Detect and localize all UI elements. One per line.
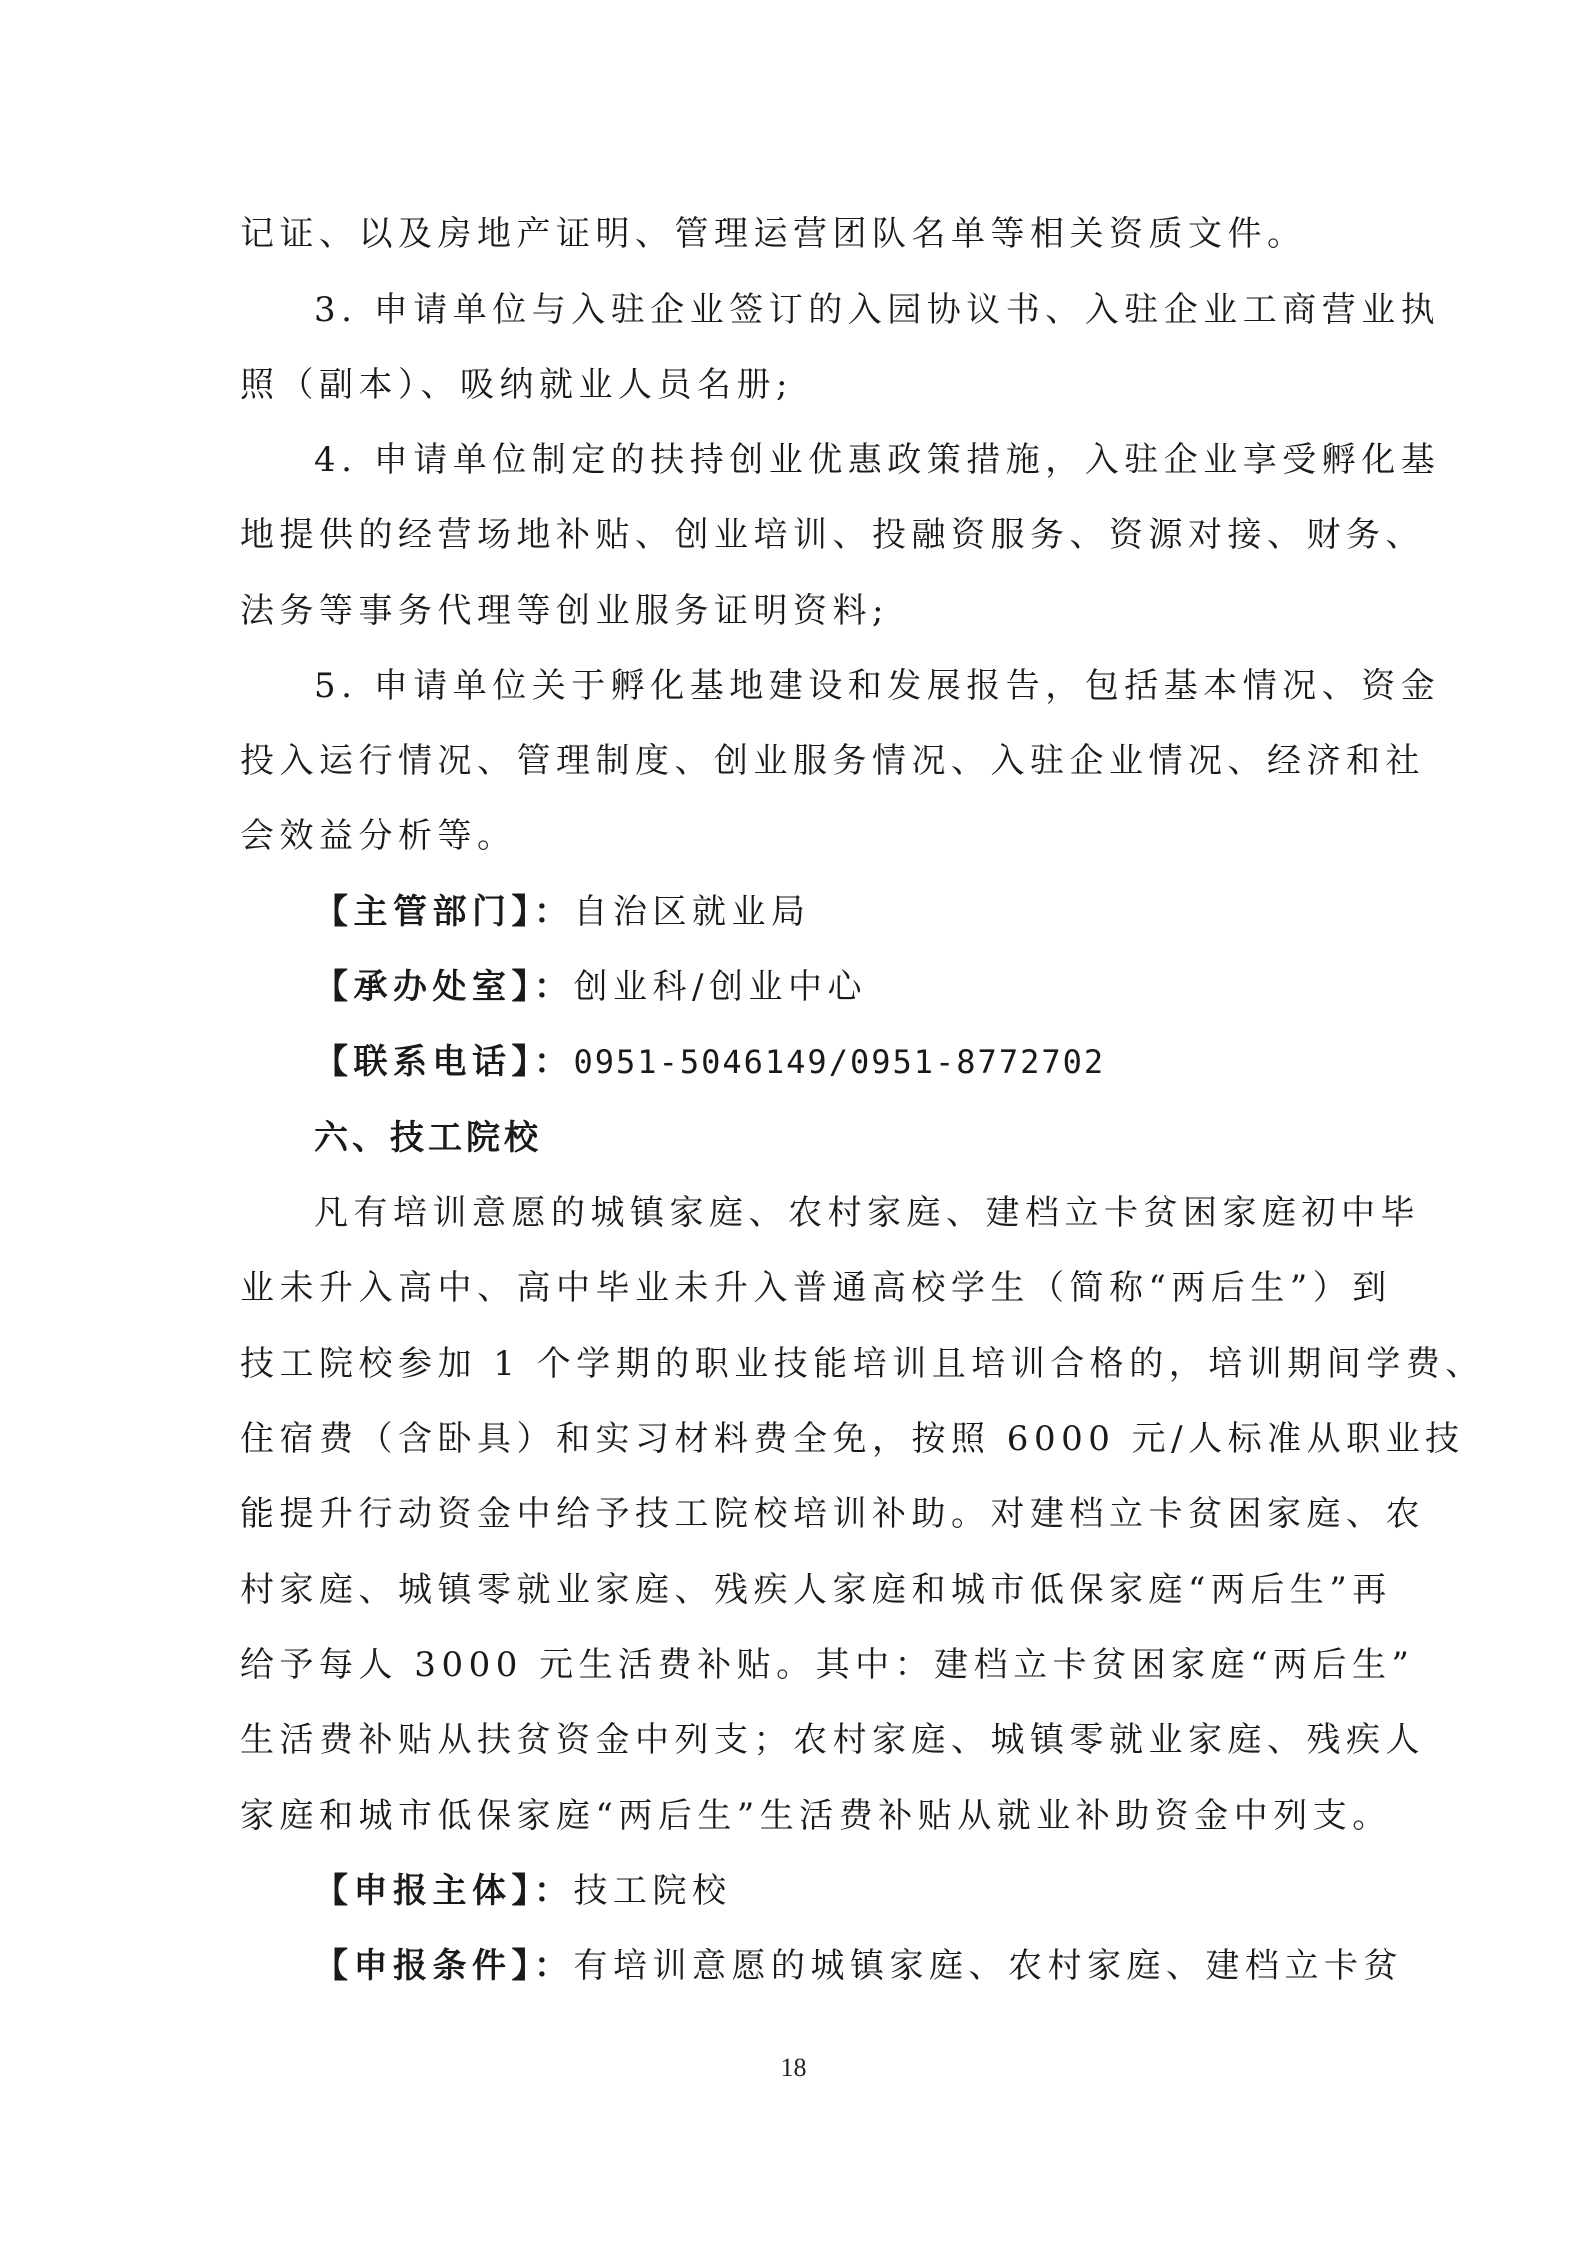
paragraph-line: 记证、以及房地产证明、管理运营团队名单等相关资质文件。 bbox=[240, 214, 1307, 254]
paragraph-line: 法务等事务代理等创业服务证明资料; bbox=[240, 591, 889, 631]
paragraph-line: 地提供的经营场地补贴、创业培训、投融资服务、资源对接、财务、 bbox=[240, 515, 1425, 555]
paragraph-line: 给予每人 3000 元生活费补贴。其中：建档立卡贫困家庭“两后生” bbox=[240, 1645, 1415, 1685]
paragraph-line: 村家庭、城镇零就业家庭、残疾人家庭和城市低保家庭“两后生”再 bbox=[240, 1570, 1392, 1610]
paragraph-line: 投入运行情况、管理制度、创业服务情况、入驻企业情况、经济和社 bbox=[240, 741, 1425, 781]
paragraph-line: 能提升行动资金中给予技工院校培训补助。对建档立卡贫困家庭、农 bbox=[240, 1494, 1425, 1534]
apply-subject-row bbox=[314, 1871, 1360, 1911]
paragraph-line: 4. 申请单位制定的扶持创业优惠政策措施，入驻企业享受孵化基 bbox=[314, 440, 1441, 480]
apply-condition-row bbox=[314, 1946, 1403, 1986]
competent-department-row bbox=[314, 892, 1360, 932]
paragraph-line: 照（副本）、吸纳就业人员名册; bbox=[240, 365, 793, 405]
apply-condition-label: 【申报条件】： bbox=[314, 1946, 574, 1986]
paragraph-line: 业未升入高中、高中毕业未升入普通高校学生（简称“两后生”）到 bbox=[240, 1268, 1392, 1308]
paragraph-line: 技工院校参加 1 个学期的职业技能培训且培训合格的，培训期间学费、 bbox=[240, 1344, 1485, 1384]
section-heading: 六、技工院校 bbox=[314, 1118, 542, 1158]
apply-condition-value: 有培训意愿的城镇家庭、农村家庭、建档立卡贫 bbox=[573, 1946, 1403, 1986]
contact-phone-value: 0951-5046149/0951-8772702 bbox=[573, 1043, 1106, 1081]
paragraph-line: 生活费补贴从扶贫资金中列支；农村家庭、城镇零就业家庭、残疾人 bbox=[240, 1720, 1425, 1760]
contact-phone-label: 【联系电话】： bbox=[314, 1042, 574, 1082]
paragraph-line: 住宿费（含卧具）和实习材料费全免，按照 6000 元/人标准从职业技 bbox=[240, 1419, 1465, 1459]
paragraph-line: 3. 申请单位与入驻企业签订的入园协议书、入驻企业工商营业执 bbox=[314, 290, 1441, 330]
paragraph-line: 凡有培训意愿的城镇家庭、农村家庭、建档立卡贫困家庭初中毕 bbox=[314, 1193, 1420, 1233]
paragraph-line: 会效益分析等。 bbox=[240, 816, 517, 856]
handling-office-label: 【承办处室】： bbox=[314, 967, 574, 1007]
apply-subject-value: 技工院校 bbox=[573, 1871, 732, 1911]
paragraph-line: 5. 申请单位关于孵化基地建设和发展报告，包括基本情况、资金 bbox=[314, 666, 1441, 706]
contact-phone-row bbox=[314, 1042, 1360, 1082]
paragraph-line: 家庭和城市低保家庭“两后生”生活费补贴从就业补助资金中列支。 bbox=[240, 1796, 1392, 1836]
handling-office-value: 创业科/创业中心 bbox=[573, 967, 867, 1007]
page-number: 18 bbox=[780, 2053, 807, 2082]
handling-office-row bbox=[314, 967, 1360, 1007]
competent-department-label: 【主管部门】： bbox=[314, 892, 574, 932]
competent-department-value: 自治区就业局 bbox=[573, 892, 811, 932]
apply-subject-label: 【申报主体】： bbox=[314, 1871, 574, 1911]
